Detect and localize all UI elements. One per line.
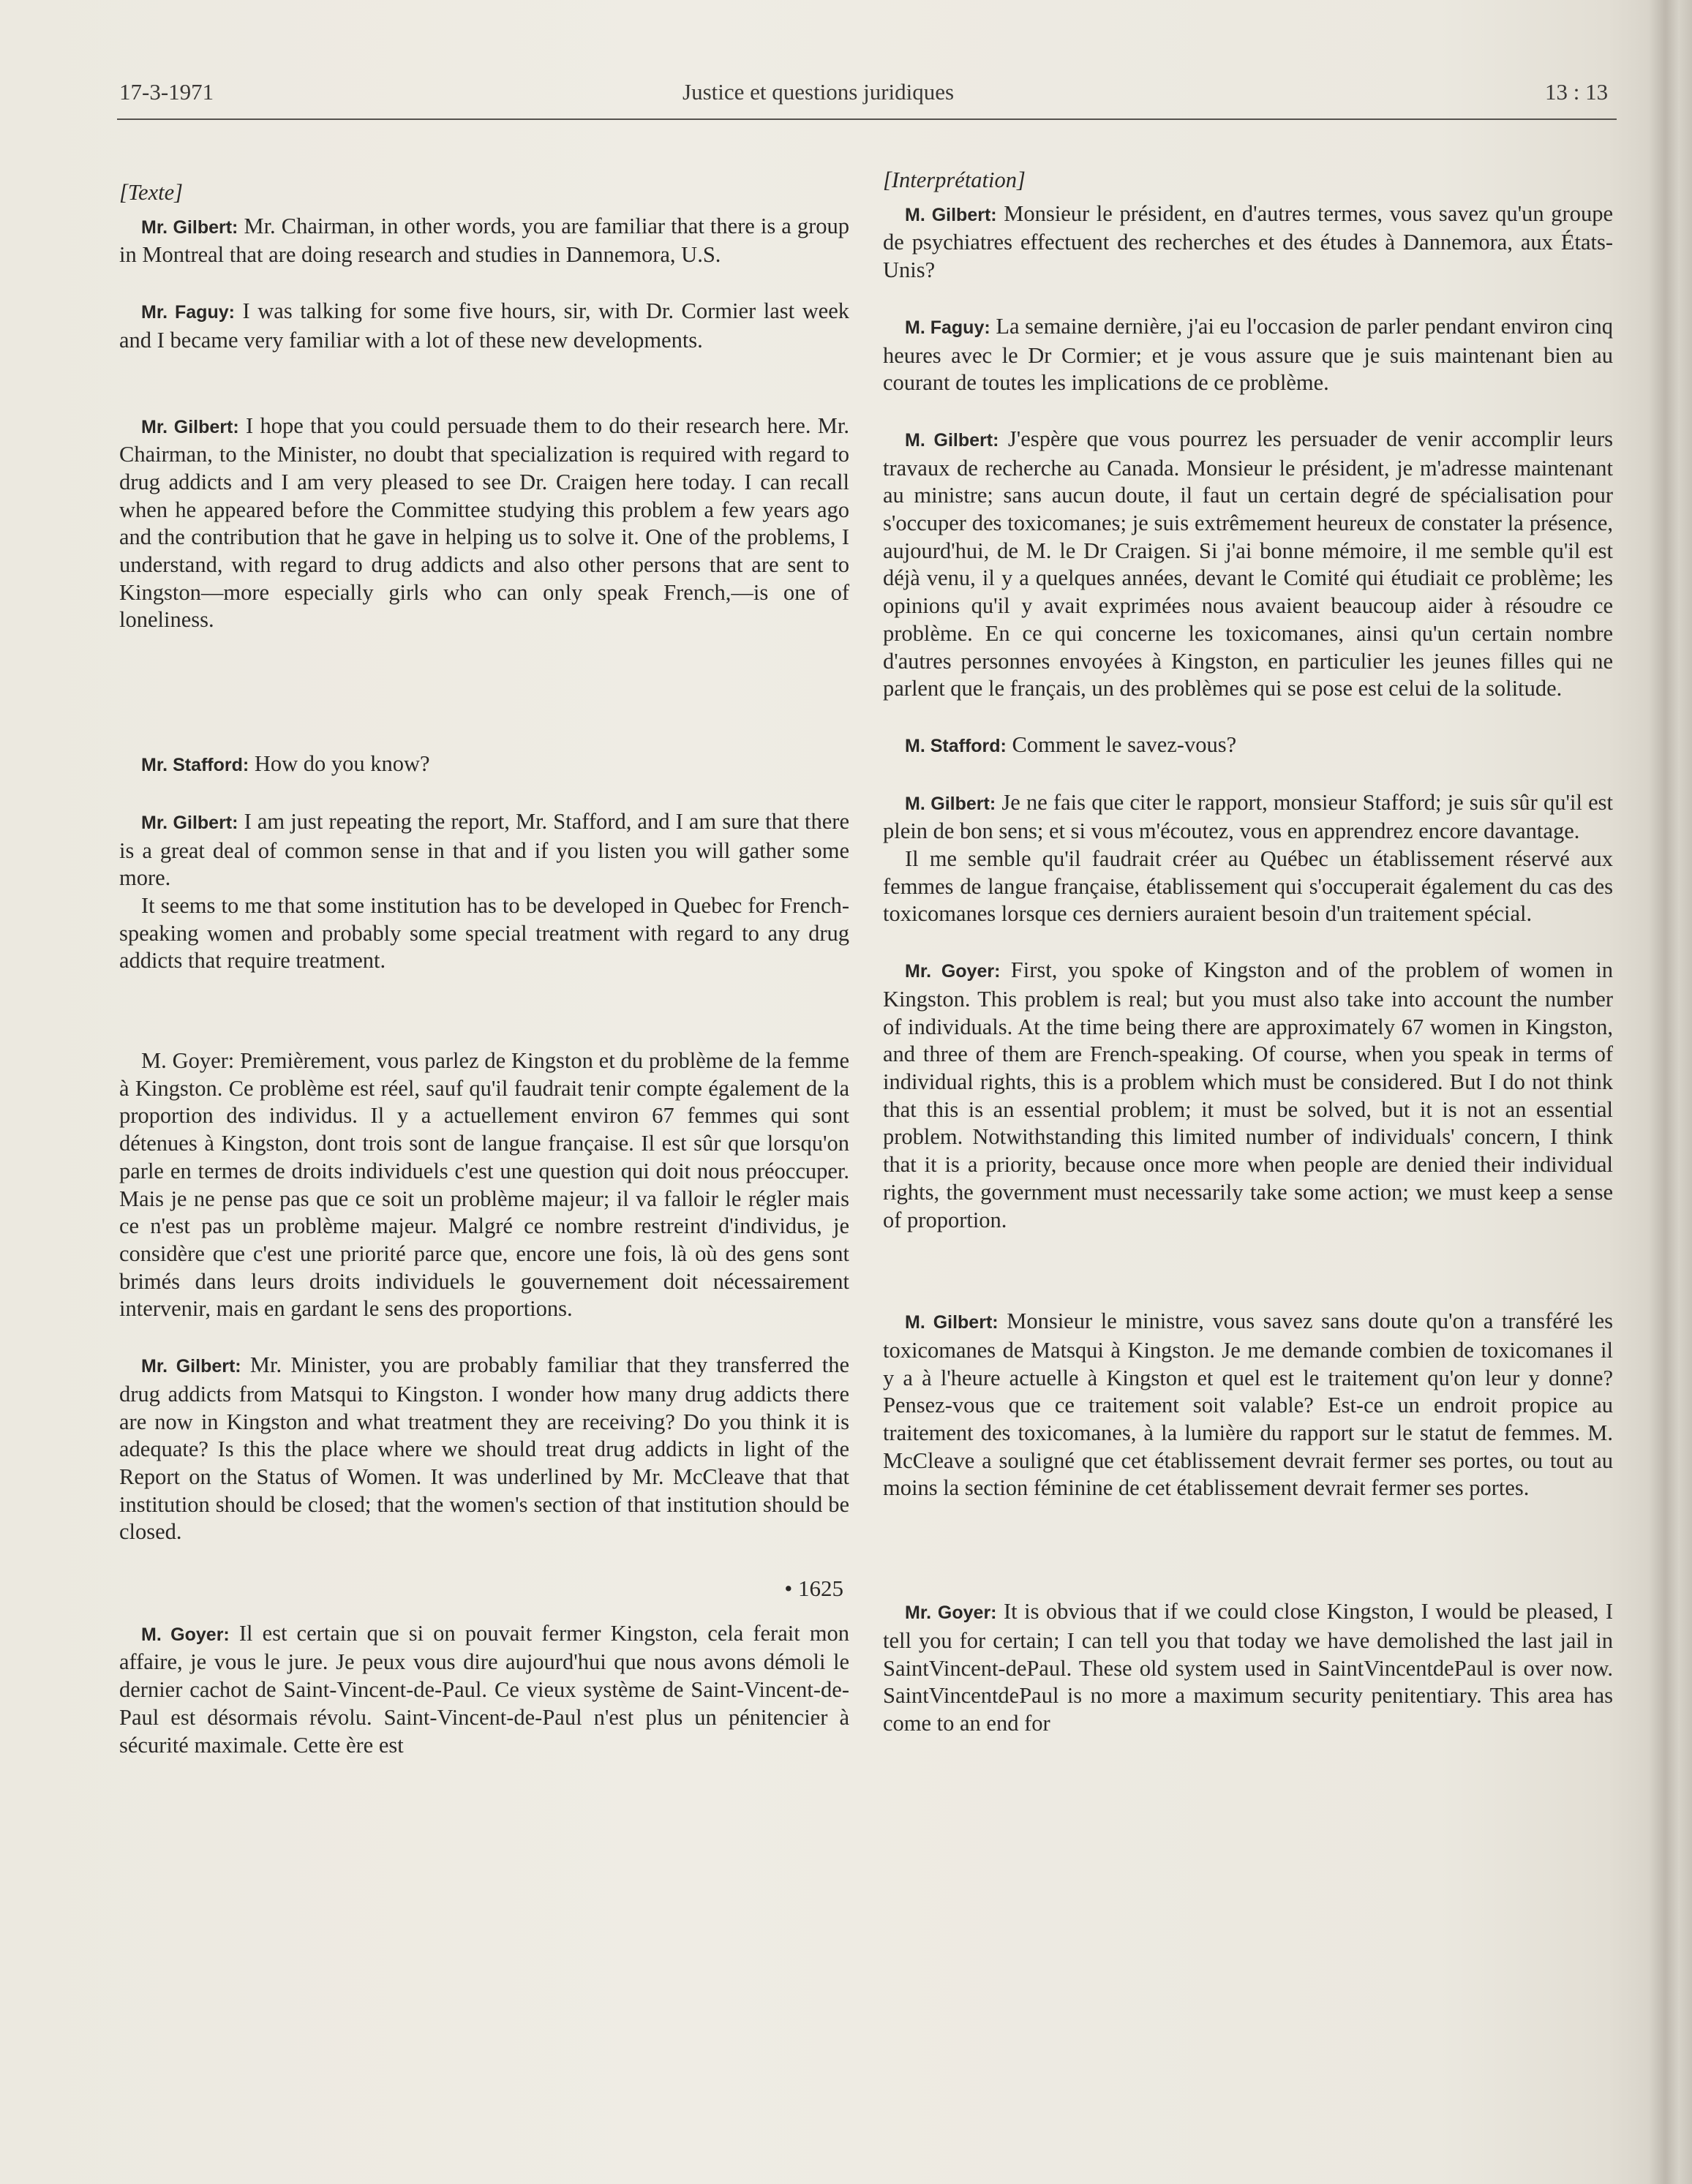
paragraph (883, 846, 1613, 928)
paragraph (119, 298, 849, 354)
speech: Monsieur le président, en d'autres termes, vous savez qu'un groupe de psychiatres effectuent des recherches et des études à Dannemora, aux États-Unis? (883, 200, 1613, 283)
speaker: Mr. Gilbert: (141, 1356, 241, 1377)
header-date: 17-3-1971 (119, 79, 214, 105)
book-gutter (1648, 0, 1692, 2184)
speaker: M. Stafford: (905, 735, 1007, 756)
header-page-number: 13 : 13 (1545, 79, 1609, 105)
paragraph (119, 808, 849, 892)
paragraph (883, 731, 1613, 761)
speaker: Mr. Stafford: (141, 755, 249, 776)
left-column-english (119, 179, 849, 1788)
speech: Monsieur le ministre, vous savez sans doute qu'on a transféré les toxicomanes de Matsqui à Kingston. Je me demande combien de toxicomanes il y a à l'heure actuelle à Kingston et quel est le traitement qu'on leur y donne? Pensez-vous que ce traitement soit valable? Est-ce un endroit propice au traitement des toxicomanes, à la lumière du rapport sur le statut de femmes. M. McCleave a souligné que cet établissement devrait fermer ses portes, ou tout au moins la section féminine de cet établissement devrait fermer ses portes. (883, 1308, 1613, 1501)
header-title: Justice et questions juridiques (683, 79, 955, 105)
paragraph (119, 1620, 849, 1760)
speaker: M. Gilbert: (905, 429, 999, 451)
paragraph (119, 892, 849, 975)
speech: Mr. Minister, you are probably familiar that they transferred the drug addicts from Matsqui to Kingston. I wonder how many drug addicts there are now in Kingston and what treatment they are receiving? Do you think it is adequate? Is this the place where we should treat drug addicts in light of the Report on the Status of Women. It was underlined by Mr. McCleave that that institution should be closed; that the women's section of that institution should be closed. (119, 1352, 850, 1545)
paragraph (119, 1352, 849, 1546)
speaker: M. Gilbert: (905, 204, 997, 225)
speech: J'espère que vous pourrez les persuader de venir accomplir leurs travaux de recherche au Canada. Monsieur le président, je m'adresse maintenant au ministre; sans aucun doute, il faut un certain degré de spécialisation pour s'occuper des toxicomanes; je suis extrêmement heureux de constater la présence, aujourd'hui, de M. le Dr Craigen. Si j'ai bonne mémoire, il me semble qu'il est déjà venu, il y a quelques années, devant le Comité qui étudiait ce problème; les opinions qu'il y avait exprimées nous avaient beaucoup aider à résoudre ce problème. En ce qui concerne les toxicomanes, ainsi qu'un certain nombre d'autres personnes envoyées à Kingston, en particulier les jeunes filles qui ne parlent que le français, un des problèmes qui se pose est celui de la solitude. (883, 426, 1614, 701)
header-rule (117, 118, 1617, 120)
speaker: Mr. Goyer: (905, 961, 1001, 982)
speaker: M. Gilbert: (905, 1312, 999, 1333)
speaker: Mr. Gilbert: (141, 216, 238, 238)
speech: It seems to me that some institution has to be developed in Quebec for French-speaking women and probably some special treatment with regard to any drug addicts that require treatment. (119, 892, 849, 974)
speech: M. Goyer: Premièrement, vous parlez de Kingston et du problème de la femme à Kingston. Ce problème est réel, sauf qu'il faudrait tenir compte également de la proportion des individus. Il y a actuellement environ 67 femmes qui sont détenues à Kingston, dont trois sont de langue française. Il est sûr que lorsqu'on parle en termes de droits individuels c'est une question qui doit nous préoccuper. Mais je ne pense pas que ce soit un problème majeur; il va falloir le régler mais ce n'est pas un problème majeur. Malgré ce nombre restreint d'individus, je considère que c'est une priorité parce que, encore une fois, là où des gens sont brimés dans leurs droits individuels le gouvernement doit nécessairement intervenir, mais en gardant le sens des proportions. (119, 1048, 849, 1322)
speech: Il est certain que si on pouvait fermer Kingston, cela ferait mon affaire, je vous le jure. Je peux vous dire aujourd'hui que nous avons démoli le dernier cachot de Saint-Vincent-de-Paul. Ce vieux système de Saint-Vincent-de-Paul est désormais révolu. Saint-Vincent-de-Paul n'est plus un pénitencier à sécurité maximale. Cette ère est (119, 1620, 850, 1758)
speech: Comment le savez-vous? (1012, 731, 1237, 757)
speech: How do you know? (254, 751, 430, 777)
paragraph (883, 789, 1613, 846)
speech: Je ne fais que citer le rapport, monsieur Stafford; je suis sûr qu'il est plein de bon sens; et si vous m'écoutez, vous en apprendrez encore davantage. (883, 789, 1614, 844)
language-tag: [Texte] (119, 180, 183, 205)
speech: I hope that you could persuade them to do their research here. Mr. Chairman, to the Minister, no doubt that specialization is required with regard to drug addicts and I am very pleased to see Dr. Craigen here today. I can recall when he appeared before the Committee studying this problem a few years ago and the contribution that he gave in helping us to solve it. One of the problems, I understand, with regard to drug addicts and also other persons that are sent to Kingston—more especially girls who can only speak French,—is one of loneliness. (119, 413, 849, 633)
speaker: M. Gilbert: (905, 793, 996, 814)
paragraph (883, 957, 1613, 1234)
speaker: Mr. Faguy: (141, 302, 235, 323)
right-column-french (883, 167, 1613, 1766)
paragraph (883, 1308, 1613, 1502)
paragraph (119, 213, 849, 269)
speech: La semaine dernière, j'ai eu l'occasion de parler pendant environ cinq heures avec le Dr Cormier; et je vous assure que je suis maintenant bien au courant de toutes les implications de ce problème. (883, 313, 1613, 396)
speech: Il me semble qu'il faudrait créer au Québec un établissement réservé aux femmes de langue française, établissement qui s'occuperait également du cas des toxicomanes lorsque ces derniers auraient besoin d'un traitement spécial. (883, 846, 1613, 927)
paragraph (883, 313, 1613, 397)
speaker: Mr. Gilbert: (141, 416, 239, 437)
speech: First, you spoke of Kingston and of the problem of women in Kingston. This problem is real; but you must also take into account the number of individuals. At the time being there are approximately 67 women in Kingston, and three of them are French-speaking. Of course, when you speak in terms of individual rights, this is a problem which must be considered. But I do not think that this is an essential problem; it must be solved, but it is not an essential problem. Notwithstanding this limited number of individuals' concern, I think that it is a priority, because once more when people are denied their individual rights, the government must necessarily take some action; we must keep a sense of proportion. (883, 957, 1613, 1232)
speaker: M. Faguy: (905, 317, 990, 338)
paragraph (883, 426, 1613, 703)
speech: I am just repeating the report, Mr. Stafford, and I am sure that there is a great deal of common sense in that and if you listen you will gather some more. (119, 808, 849, 891)
speaker: Mr. Goyer: (905, 1603, 997, 1624)
paragraph (119, 750, 849, 780)
paragraph (883, 200, 1613, 285)
paragraph (119, 1047, 849, 1323)
speech: It is obvious that if we could close Kingston, I would be pleased, I tell you for certain; I can tell you that today we have demolished the last jail in SaintVincent-dePaul. These old system used in SaintVincentdePaul is over now. SaintVincentdePaul is no more a maximum security penitentiary. This area has come to an end for (883, 1599, 1613, 1736)
paragraph (883, 1598, 1613, 1738)
speech: I was talking for some five hours, sir, with Dr. Cormier last week and I became very familiar with a lot of these new developments. (119, 298, 850, 353)
time-marker: • 1625 (784, 1575, 843, 1602)
speaker: M. Goyer: (141, 1624, 230, 1645)
paragraph (119, 413, 849, 635)
speaker: Mr. Gilbert: (141, 812, 238, 833)
speech: Mr. Chairman, in other words, you are familiar that there is a group in Montreal that are doing research and studies in Dannemora, U.S. (119, 213, 849, 268)
language-tag: [Interprétation] (883, 167, 1026, 192)
